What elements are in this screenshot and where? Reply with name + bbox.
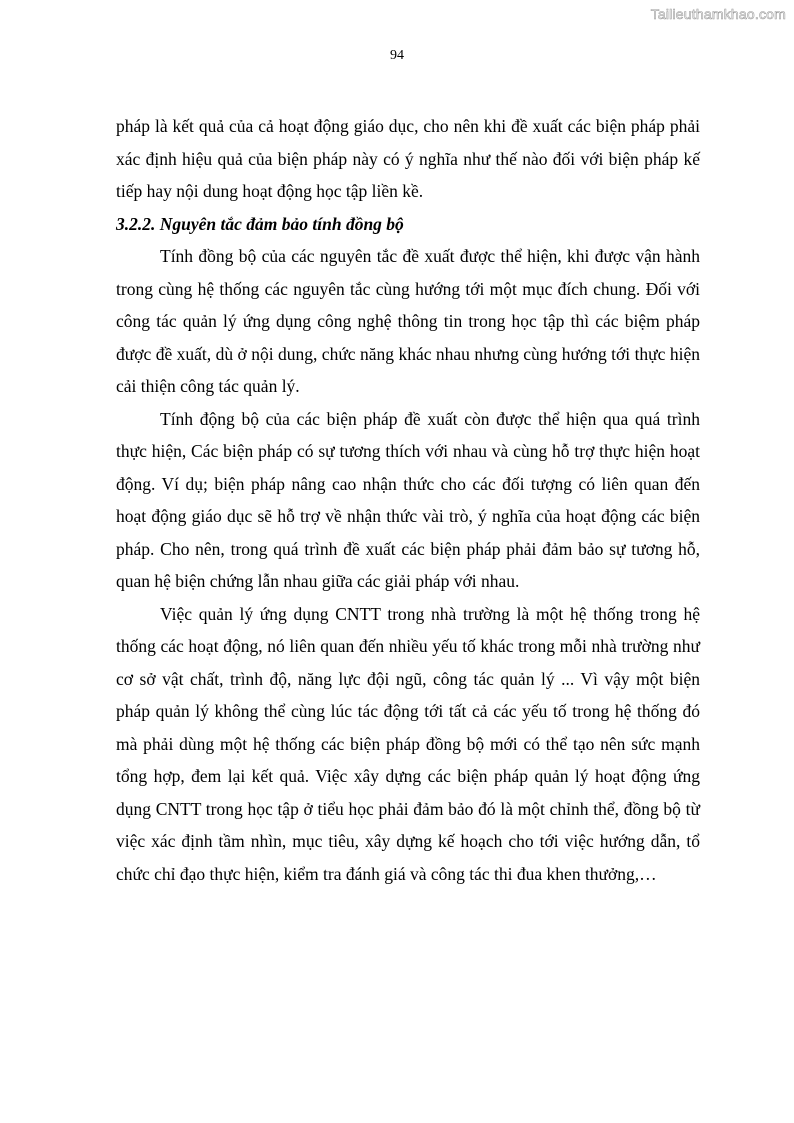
paragraph: Việc quản lý ứng dụng CNTT trong nhà trường là một hệ thống trong hệ thống các hoạt động, nó liên quan đến nhiều yếu tố khác trong mỗi nhà trường như cơ sở vật chất, trình độ, năng lực đội ngũ, công tác quản lý ... Vì vậy một biện pháp quản lý không thể cùng lúc tác động tới tất cả các yếu tố trong hệ thống đó mà phải dùng một hệ thống các biện pháp đồng bộ mới có thể tạo nên sức mạnh tổng hợp, đem lại kết quả. Việc xây dựng các biện pháp quản lý hoạt động ứng dụng CNTT trong học tập ở tiểu học phải đảm bảo đó là một chỉnh thể, đồng bộ từ việc xác định tầm nhìn, mục tiêu, xây dựng kế hoạch cho tới việc hướng dẫn, tổ chức chỉ đạo thực hiện, kiểm tra đánh giá và công tác thi đua khen thưởng,… xyxy=(116,603,700,884)
watermark: Tailieuthamkhao.com xyxy=(650,6,786,22)
page-number: 94 xyxy=(390,48,404,63)
paragraph: Tính đồng bộ của các nguyên tắc đề xuất được thể hiện, khi được vận hành trong cùng hệ thống các nguyên tắc cùng hướng tới một mục đích chung. Đối với công tác quản lý ứng dụng công nghệ thông tin trong học tập thì các biệm pháp được đề xuất, dù ở nội dung, chức năng khác nhau nhưng cùng hướng tới thực hiện cải thiện công tác quản lý. xyxy=(116,246,700,396)
paragraph: Tính động bộ của các biện pháp đề xuất còn được thể hiện qua quá trình thực hiện, Các biện pháp có sự tương thích với nhau và cùng hỗ trợ thực hiện hoạt động. Ví dụ; biện pháp nâng cao nhận thức cho các đối tượng có liên quan đến hoạt động giáo dục sẽ hỗ trợ về nhận thức vài trò, ý nghĩa của hoạt động các biện pháp. Cho nên, trong quá trình đề xuất các biện pháp phải đảm bảo sự tương hỗ, quan hệ biện chứng lẫn nhau giữa các giải pháp với nhau. xyxy=(116,408,700,591)
paragraph-continuation: pháp là kết quả của cả hoạt động giáo dục, cho nên khi đề xuất các biện pháp phải xác định hiệu quả của biện pháp này có ý nghĩa như thế nào đối với biện pháp kế tiếp hay nội dung hoạt động học tập liền kề. xyxy=(116,116,700,201)
section-heading: 3.2.2. Nguyên tắc đảm bảo tính đồng bộ xyxy=(116,213,404,234)
document-body xyxy=(116,110,700,890)
